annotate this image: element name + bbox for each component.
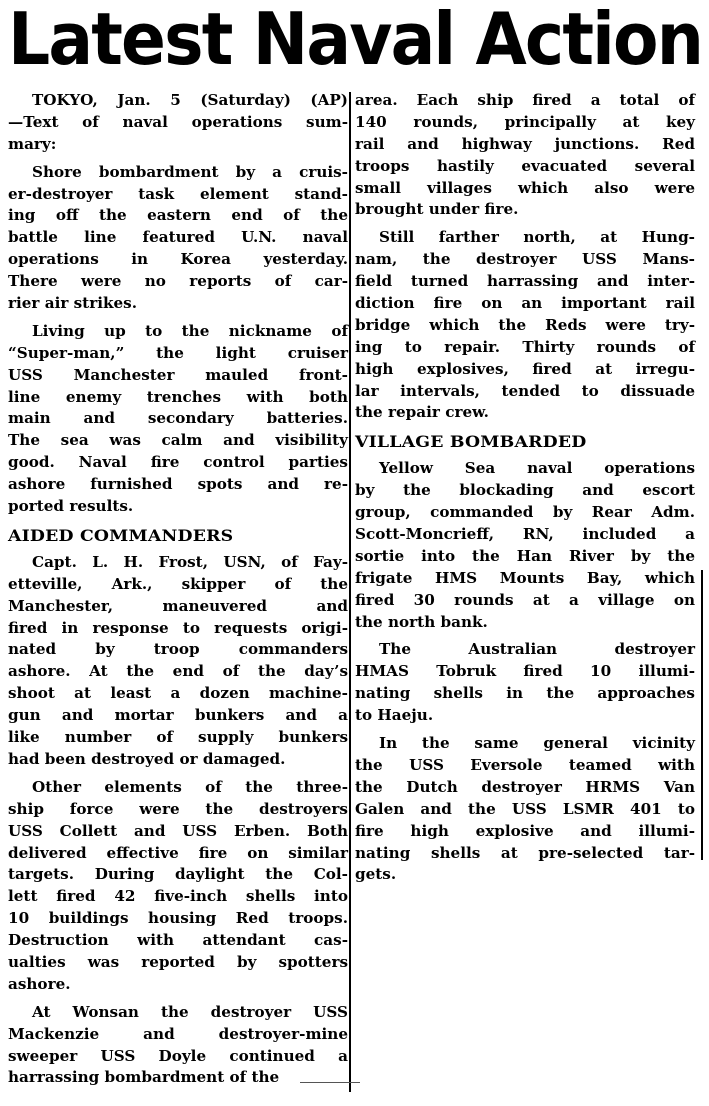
- text-line: delivered effective fire on similar: [8, 843, 348, 862]
- text-line: ing to repair. Thirty rounds of: [355, 337, 695, 356]
- text-line: Galen and the USS LSMR 401 to: [355, 799, 695, 818]
- text-line: nating shells in the approaches: [355, 684, 695, 703]
- article-paragraph: [355, 227, 695, 424]
- text-line: good. Naval fire control parties: [8, 453, 348, 472]
- text-line: small villages which also were: [355, 178, 695, 197]
- article-paragraph: [8, 162, 348, 315]
- text-line: TOKYO, Jan. 5 (Saturday) (AP): [32, 91, 348, 109]
- article-paragraph: [355, 458, 695, 633]
- text-line: HMAS Tobruk fired 10 illumi-: [355, 662, 695, 681]
- text-line: fired in response to requests origi-: [8, 618, 348, 637]
- text-line: ashore furnished spots and re-: [8, 475, 348, 494]
- text-line: area. Each ship fired a total of: [355, 91, 695, 109]
- text-line: battle line featured U.N. naval: [8, 228, 348, 247]
- text-line: Scott-Moncrieff, RN, included a: [355, 525, 695, 544]
- text-line: the north bank.: [355, 612, 488, 631]
- text-line: Mackenzie and destroyer-mine: [8, 1024, 348, 1043]
- left-column: [8, 90, 348, 1095]
- text-line: group, commanded by Rear Adm.: [355, 503, 695, 522]
- text-line: Capt. L. H. Frost, USN, of Fay-: [32, 552, 348, 571]
- text-line: USS Collett and USS Erben. Both: [8, 821, 348, 840]
- text-line: troops hastily evacuated several: [355, 156, 695, 175]
- text-line: diction fire on an important rail: [355, 294, 695, 313]
- text-line: ashore.: [8, 974, 71, 993]
- text-line: ported results.: [8, 497, 134, 516]
- text-line: lar intervals, tended to dissuade: [355, 381, 695, 400]
- article-paragraph: [8, 1002, 348, 1090]
- text-line: At Wonsan the destroyer USS: [32, 1002, 348, 1021]
- text-line: targets. During daylight the Col-: [8, 865, 348, 884]
- text-line: mary:: [8, 134, 57, 153]
- text-line: field turned harrassing and inter-: [355, 272, 695, 291]
- text-line: had been destroyed or damaged.: [8, 749, 286, 768]
- text-line: “Super-man,” the light cruiser: [8, 343, 348, 362]
- text-line: to Haeju.: [355, 706, 434, 725]
- text-line: There were no reports of car-: [8, 272, 348, 291]
- article-paragraph: [355, 639, 695, 727]
- text-line: like number of supply bunkers: [8, 728, 348, 747]
- column-divider: [349, 92, 351, 1092]
- text-line: Other elements of the three-: [32, 777, 348, 796]
- text-line: Still farther north, at Hung-: [379, 228, 695, 247]
- text-line: fired 30 rounds at a village on: [355, 590, 695, 609]
- text-line: frigate HMS Mounts Bay, which: [355, 568, 695, 587]
- text-line: gets.: [355, 865, 397, 884]
- text-line: fire high explosive and illumi-: [355, 821, 695, 840]
- text-line: The sea was calm and visibility: [8, 431, 348, 450]
- text-line: the repair crew.: [355, 403, 489, 422]
- text-line: Yellow Sea naval operations: [379, 459, 695, 478]
- text-line: main and secondary batteries.: [8, 409, 348, 428]
- text-line: sortie into the Han River by the: [355, 546, 695, 565]
- text-line: operations in Korea yesterday.: [8, 250, 348, 269]
- text-line: high explosives, fired at irregu-: [355, 359, 695, 378]
- text-line: Manchester, maneuvered and: [8, 596, 348, 615]
- text-line: shoot at least a dozen machine-: [8, 684, 348, 703]
- article-paragraph: [8, 552, 348, 771]
- article-paragraph: [355, 90, 695, 221]
- text-line: Destruction with attendant cas-: [8, 931, 348, 950]
- text-line: Living up to the nickname of: [32, 321, 348, 340]
- text-line: the Dutch destroyer HRMS Van: [355, 777, 695, 796]
- article-paragraph: [8, 90, 348, 156]
- text-line: rier air strikes.: [8, 294, 137, 313]
- section-subhead: VILLAGE BOMBARDED: [355, 432, 587, 452]
- article-paragraph: [8, 321, 348, 518]
- text-line: USS Manchester mauled front-: [8, 365, 348, 384]
- text-line: harrassing bombardment of the: [8, 1068, 280, 1087]
- text-line: rail and highway junctions. Red: [355, 134, 695, 153]
- text-line: In the same general vicinity: [379, 734, 695, 753]
- text-line: nated by troop commanders: [8, 640, 348, 659]
- text-line: nam, the destroyer USS Mans-: [355, 250, 695, 269]
- section-subhead: AIDED COMMANDERS: [8, 525, 234, 545]
- text-line: brought under fire.: [355, 200, 519, 219]
- text-line: gun and mortar bunkers and a: [8, 706, 348, 725]
- text-line: er-destroyer task element stand-: [8, 184, 348, 203]
- right-edge-rule: [701, 570, 703, 860]
- text-line: the USS Eversole teamed with: [355, 755, 695, 774]
- text-line: ualties was reported by spotters: [8, 952, 348, 971]
- text-line: —Text of naval operations sum-: [8, 112, 348, 131]
- text-line: Shore bombardment by a cruis-: [32, 162, 348, 181]
- text-line: 140 rounds, principally at key: [355, 112, 695, 131]
- text-line: bridge which the Reds were try-: [355, 315, 695, 334]
- article-paragraph: [8, 777, 348, 996]
- text-line: lett fired 42 five-inch shells into: [8, 887, 348, 906]
- text-line: nating shells at pre-selected tar-: [355, 843, 695, 862]
- text-line: line enemy trenches with both: [8, 387, 348, 406]
- article-paragraph: [355, 733, 695, 886]
- text-line: 10 buildings housing Red troops.: [8, 909, 348, 928]
- text-line: The Australian destroyer: [379, 640, 695, 659]
- text-line: etteville, Ark., skipper of the: [8, 574, 348, 593]
- headline: Latest Naval Action: [8, 0, 703, 81]
- text-line: sweeper USS Doyle continued a: [8, 1046, 348, 1065]
- bottom-rule: [300, 1082, 360, 1083]
- text-line: ship force were the destroyers: [8, 799, 348, 818]
- text-line: by the blockading and escort: [355, 481, 695, 500]
- text-line: ashore. At the end of the day’s: [8, 662, 348, 681]
- text-line: ing off the eastern end of the: [8, 206, 348, 225]
- right-column: [355, 90, 695, 892]
